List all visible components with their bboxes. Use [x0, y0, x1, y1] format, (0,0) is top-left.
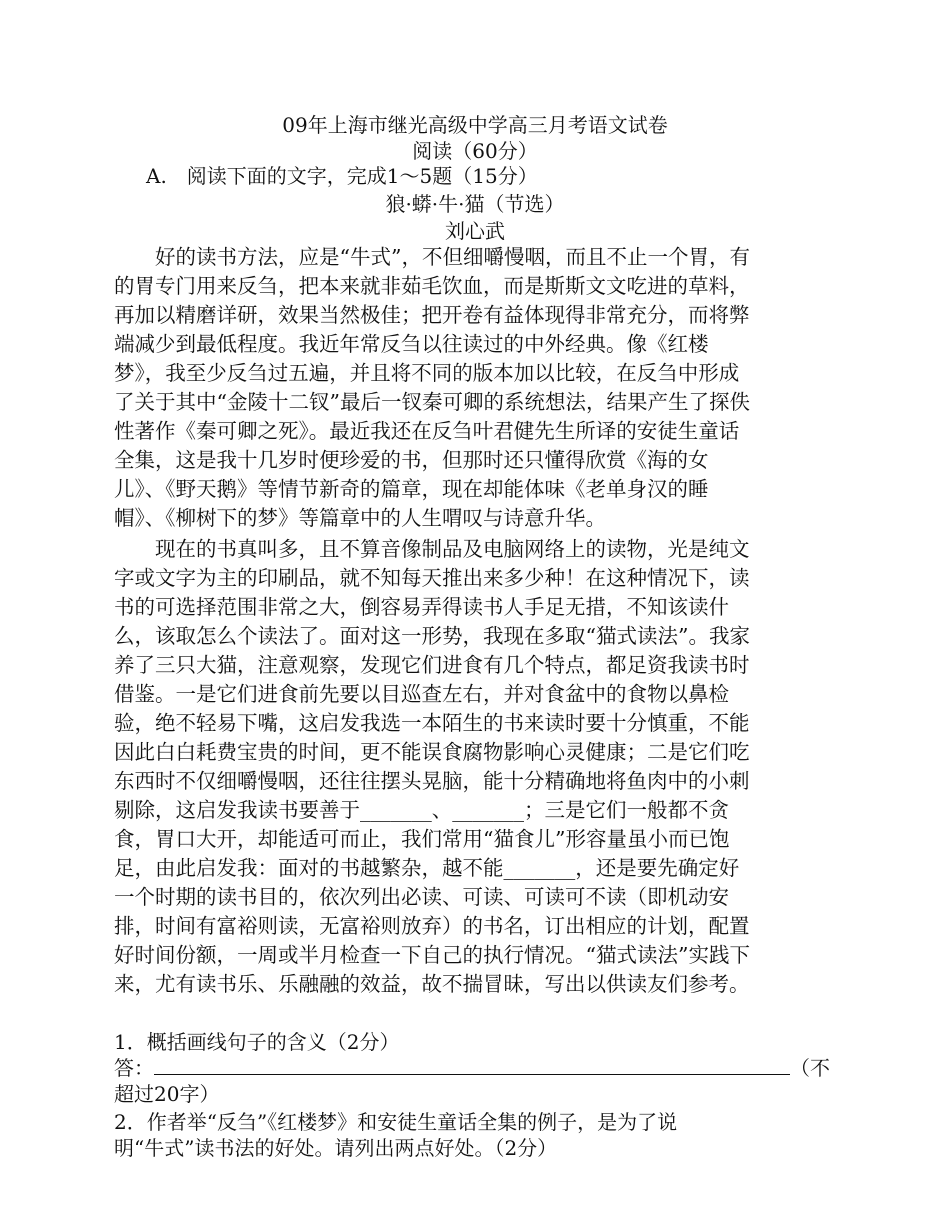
fill-blank-1: _______ — [360, 798, 432, 822]
question-1-limit: 超过20字） — [114, 1082, 220, 1106]
text-line-with-blanks — [114, 796, 729, 825]
text-line: 书的可选择范围非常之大，倒容易弄得读书人手足无措，不知该读什 — [114, 595, 729, 619]
exam-title: 09年上海市继光高级中学高三月考语文试卷 — [282, 113, 668, 137]
answer-label: 答： — [114, 1056, 154, 1080]
text-fragment: 足，由此启发我：面对的书越繁杂，越不能 — [114, 856, 504, 880]
answer-note: （不 — [790, 1056, 830, 1080]
text-line: 全集，这是我十几岁时便珍爱的书，但那时还只懂得欣赏《海的女 — [114, 448, 709, 472]
part-a-instruction: A. 阅读下面的文字，完成1～5题（15分） — [146, 164, 538, 188]
text-fragment: 剔除，这启发我读书要善于 — [114, 798, 360, 822]
text-line: 因此白白耗费宝贵的时间，更不能误食腐物影响心灵健康；二是它们吃 — [114, 740, 750, 764]
text-line: 儿》、《野天鹅》等情节新奇的篇章，现在却能体味《老单身汉的睡 — [114, 477, 709, 501]
text-line: 好的读书方法，应是“牛式”，不但细嚼慢咽，而且不止一个胃，有 — [114, 245, 750, 269]
text-line: 帽》、《柳树下的梦》等篇章中的人生喟叹与诗意升华。 — [114, 506, 606, 530]
article-title: 狼·蟒·牛·猫（节选） — [385, 192, 565, 216]
text-fragment: ；三是它们一般都不贪 — [524, 798, 729, 822]
fill-blank-2: _______ — [452, 798, 524, 822]
question-1-answer-line — [114, 1054, 830, 1083]
text-line-with-blank — [114, 854, 739, 883]
text-line: 再加以精磨详研，效果当然极佳；把开卷有益体现得非常充分，而将弊 — [114, 303, 750, 327]
text-line: 的胃专门用来反刍，把本来就非茹毛饮血，而是斯斯文文吃进的草料， — [114, 274, 750, 298]
text-line: 性著作《秦可卿之死》。最近我还在反刍叶君健先生所译的安徒生童话 — [114, 419, 740, 443]
text-line: 东西时不仅细嚼慢咽，还往往摆头晃脑，能十分精确地将鱼肉中的小刺 — [114, 769, 750, 793]
text-line: 梦》，我至少反刍过五遍，并且将不同的版本加以比较，在反刍中形成 — [114, 361, 740, 385]
text-line: 来，尤有读书乐、乐融融的效益，故不揣冒昧，写出以供读友们参考。 — [114, 972, 750, 996]
text-line: 排，时间有富裕则读，无富裕则放弃）的书名，订出相应的计划，配置 — [114, 914, 750, 938]
answer-blank-line[interactable] — [154, 1056, 790, 1075]
article-author: 刘心武 — [445, 219, 505, 243]
text-line: 字或文字为主的印刷品，就不知每天推出来多少种！在这种情况下，读 — [114, 566, 750, 590]
text-fragment: ，还是要先确定好 — [575, 856, 740, 880]
text-line: 验，绝不轻易下嘴，这启发我选一本陌生的书来读时要十分慎重，不能 — [114, 711, 750, 735]
text-line: 现在的书真叫多，且不算音像制品及电脑网络上的读物，光是纯文 — [114, 537, 750, 561]
text-fragment: 、 — [431, 798, 453, 822]
question-2-line-1: 2．作者举“反刍”《红楼梦》和安徒生童话全集的例子，是为了说 — [114, 1110, 678, 1134]
text-line: 食，胃口大开，却能适可而止，我们常用“猫食儿”形容量虽小而已饱 — [114, 827, 730, 851]
text-line: 借鉴。一是它们进食前先要以目巡查左右，并对食盆中的食物以鼻检 — [114, 682, 729, 706]
text-line: 么，该取怎么个读法了。面对这一形势，我现在多取“猫式读法”。我家 — [114, 624, 750, 648]
text-line: 端减少到最低程度。我近年常反刍以往读过的中外经典。像《红楼 — [114, 332, 709, 356]
text-line: 一个时期的读书目的，依次列出必读、可读、可读可不读（即机动安 — [114, 885, 729, 909]
section-heading: 阅读（60分） — [412, 139, 538, 163]
text-line: 了关于其中“金陵十二钗”最后一钗秦可卿的系统想法，结果产生了探佚 — [114, 390, 750, 414]
fill-blank-3: _______ — [503, 856, 576, 880]
question-2-line-2: 明“牛式”读书法的好处。请列出两点好处。（2分） — [114, 1136, 558, 1160]
text-line: 养了三只大猫，注意观察，发现它们进食有几个特点，都足资我读书时 — [114, 653, 750, 677]
text-line: 好时间份额，一周或半月检查一下自己的执行情况。“猫式读法”实践下 — [114, 943, 750, 967]
question-1: 1．概括画线句子的含义（2分） — [114, 1030, 400, 1054]
